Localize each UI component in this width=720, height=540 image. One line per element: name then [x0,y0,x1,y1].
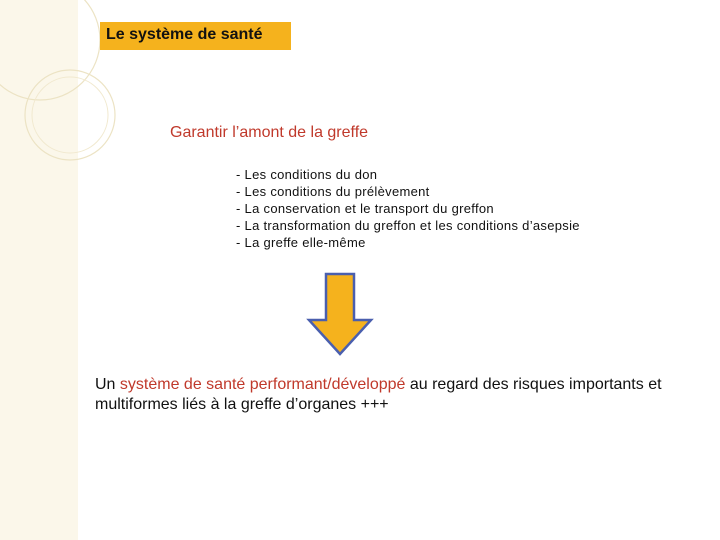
conclusion-highlight: système de santé performant/développé [119,376,406,393]
conclusion-text [95,375,705,415]
list-item: - Les conditions du don [236,167,378,182]
conclusion-prefix: Un [95,376,120,393]
slide-title: Le système de santé [100,22,291,50]
section-subtitle: Garantir l’amont de la greffe [170,124,369,141]
list-item: - La greffe elle-même [236,235,366,250]
conclusion-suffix: au regard des risques importants et multiformes liés à la greffe d’organes +++ [95,376,662,413]
list-item: - Les conditions du prélèvement [236,184,430,199]
list-item: - La transformation du greffon et les conditions d’asepsie [236,218,580,233]
arrow-down-icon [305,272,375,356]
conditions-list [236,166,580,251]
list-item: - La conservation et le transport du greffon [236,201,494,216]
